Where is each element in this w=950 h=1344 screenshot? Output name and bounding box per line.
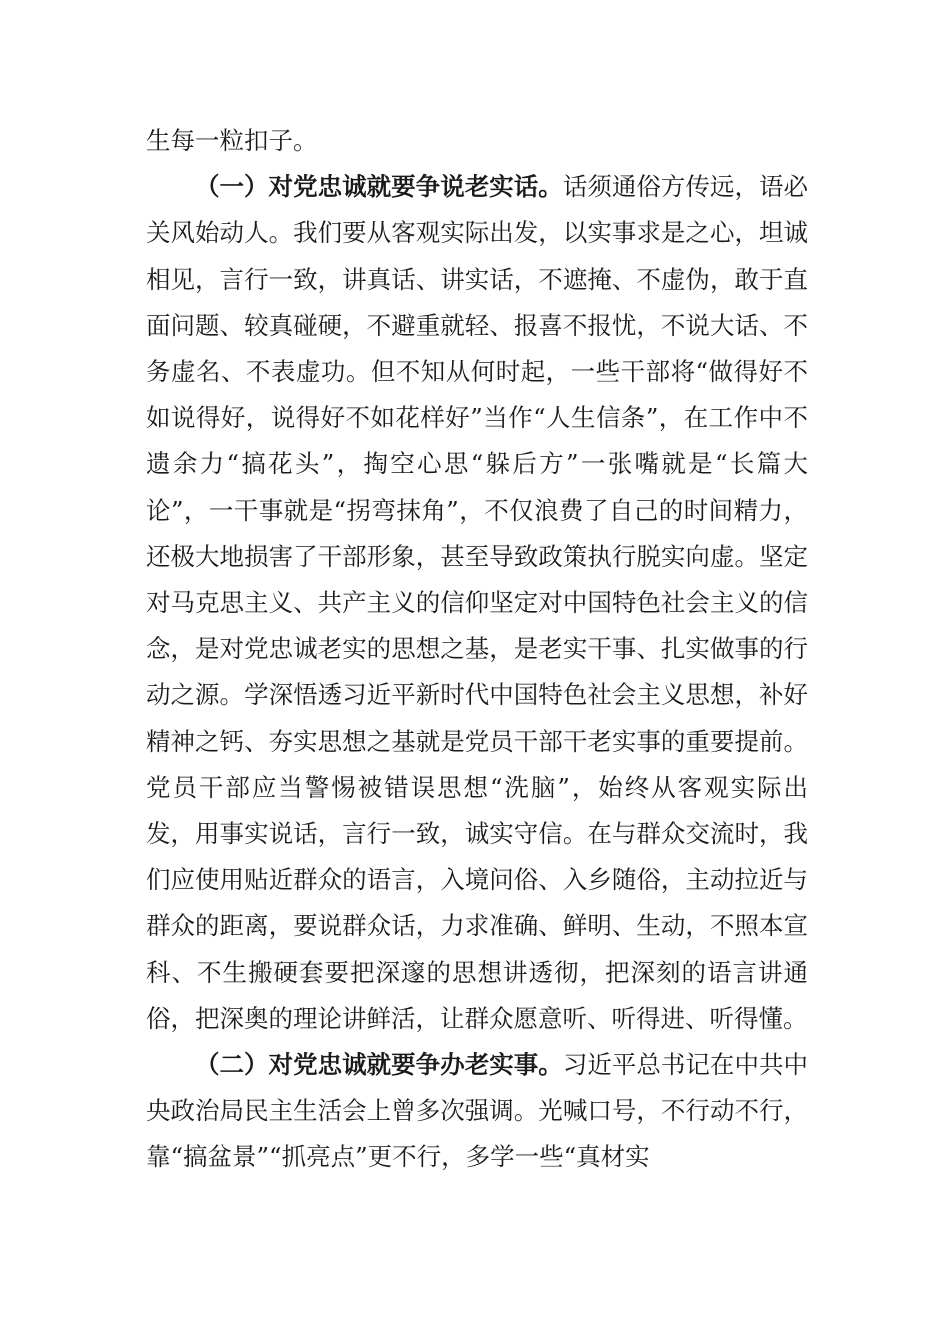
paragraph-text: 习近平总书记在中共中央政治局民主生活会上曾多次强调。光喊口号，不行动不行，靠“搞盆景”“抓亮点”更不行，多学一些“真材实 xyxy=(146,1050,808,1172)
section-heading-1: （一）对党忠诚就要争说老实话。 xyxy=(195,172,563,202)
paragraph-text: 生每一粒扣子。 xyxy=(146,126,318,155)
paragraph-section-1 xyxy=(146,164,808,1042)
paragraph-continuation xyxy=(146,118,808,164)
document-body xyxy=(146,118,808,1181)
paragraph-section-2 xyxy=(146,1042,808,1181)
section-heading-2: （二）对党忠诚就要争办老实事。 xyxy=(195,1050,563,1080)
paragraph-text: 话须通俗方传远，语必关风始动人。我们要从客观实际出发，以实事求是之心，坦诚相见，言行一致，讲真话、讲实话，不遮掩、不虚伪，敢于直面问题、较真碰硬，不避重就轻、报喜不报忧，不说大话、不务虚名、不表虚功。但不知从何时起，一些干部将“做得好不如说得好，说得好不如花样好”当作“人生信条”，在工作中不遗余力“搞花头”，掏空心思“躲后方”一张嘴就是“长篇大论”，一干事就是“拐弯抹角”，不仅浪费了自己的时间精力，还极大地损害了干部形象，甚至导致政策执行脱实向虚。坚定对马克思主义、共产主义的信仰坚定对中国特色社会主义的信念，是对党忠诚老实的思想之基，是老实干事、扎实做事的行动之源。学深悟透习近平新时代中国特色社会主义思想，补好精神之钙、夯实思想之基就是党员干部干老实事的重要提前。党员干部应当警惕被错误思想“洗脑”，始终从客观实际出发，用事实说话，言行一致，诚实守信。在与群众交流时，我们应使用贴近群众的语言，入境问俗、入乡随俗，主动拉近与群众的距离，要说群众话，力求准确、鲜明、生动，不照本宣科、不生搬硬套要把深邃的思想讲透彻，把深刻的语言讲通俗，把深奥的理论讲鲜活，让群众愿意听、听得进、听得懂。 xyxy=(146,172,808,1033)
